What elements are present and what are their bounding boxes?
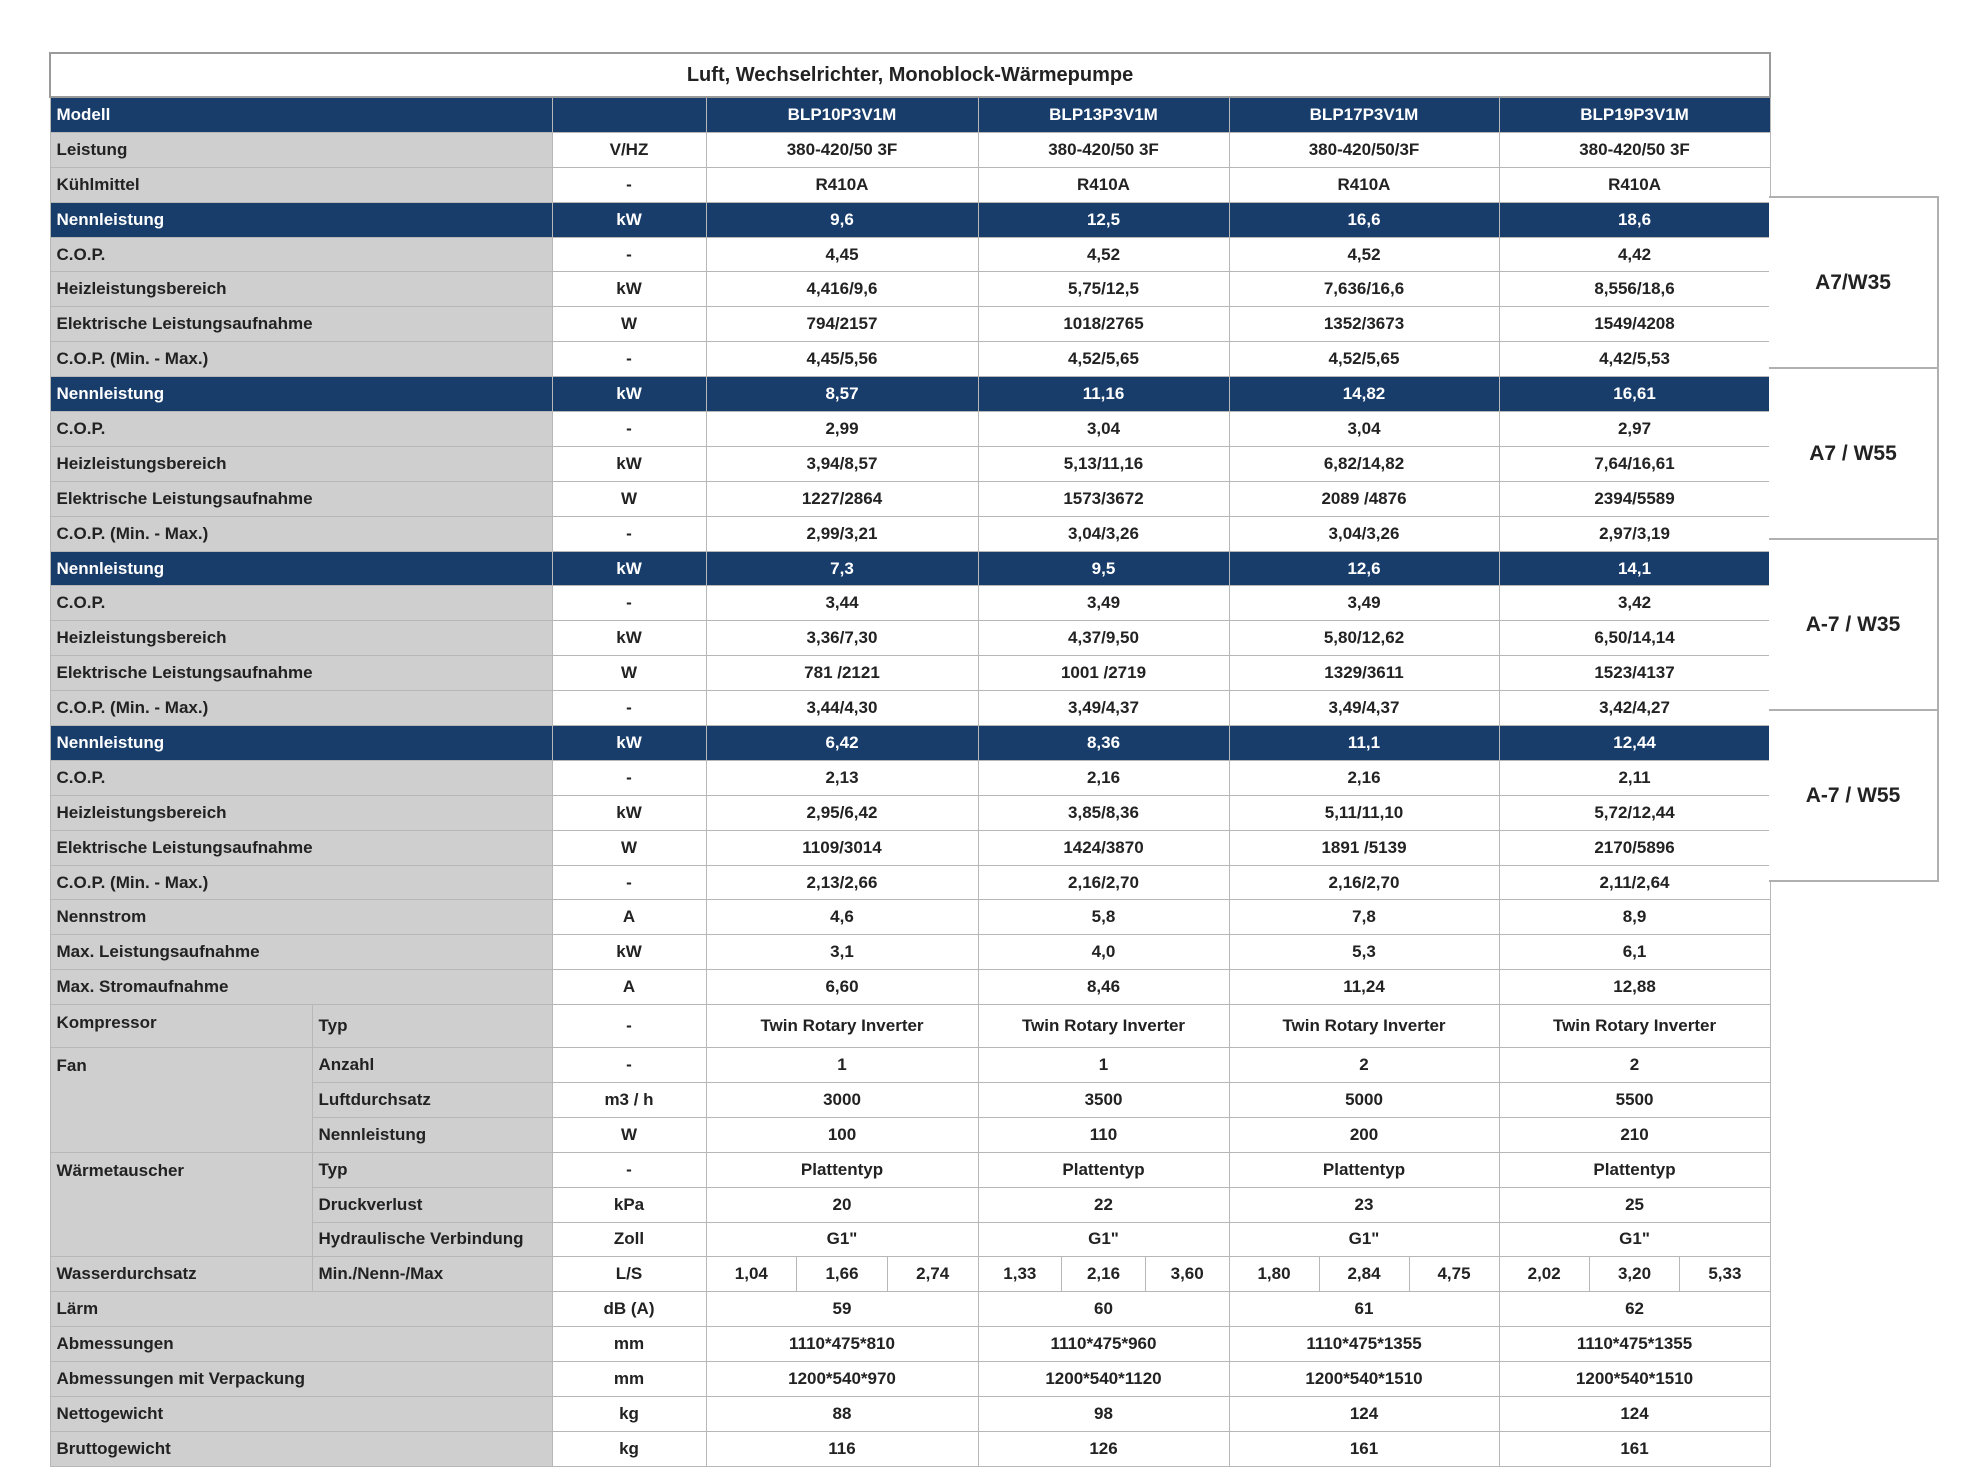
value-cell: 4,52/5,65 bbox=[978, 342, 1229, 377]
row-label: Heizleistungsbereich bbox=[50, 272, 552, 307]
table-row bbox=[50, 1431, 1770, 1466]
value-cell: 124 bbox=[1499, 1396, 1770, 1431]
value-cell: 3500 bbox=[978, 1082, 1229, 1117]
value-cell: 8,57 bbox=[706, 377, 978, 412]
table-row bbox=[50, 307, 1770, 342]
value-cell: G1" bbox=[978, 1222, 1229, 1257]
value-cell: 1891 /5139 bbox=[1229, 830, 1499, 865]
value-cell: 2,99 bbox=[706, 412, 978, 447]
table-row bbox=[50, 377, 1770, 412]
value-cell: 60 bbox=[978, 1292, 1229, 1327]
group-label: Kompressor bbox=[50, 1005, 312, 1048]
value-cell: Plattentyp bbox=[706, 1152, 978, 1187]
value-cell: 4,52 bbox=[1229, 237, 1499, 272]
sub-label: Druckverlust bbox=[312, 1187, 552, 1222]
condition-label: A-7 / W55 bbox=[1769, 709, 1939, 882]
value-cell: 161 bbox=[1229, 1431, 1499, 1466]
water-flow-value: 3,60 bbox=[1170, 1264, 1204, 1284]
row-label: Heizleistungsbereich bbox=[50, 795, 552, 830]
value-cell: 9,6 bbox=[706, 202, 978, 237]
value-cell: 6,50/14,14 bbox=[1499, 621, 1770, 656]
row-label: C.O.P. bbox=[50, 237, 552, 272]
value-cell: 1329/3611 bbox=[1229, 656, 1499, 691]
row-label: Heizleistungsbereich bbox=[50, 621, 552, 656]
row-label: Kühlmittel bbox=[50, 167, 552, 202]
value-cell: 7,3 bbox=[706, 551, 978, 586]
value-cell: 18,6 bbox=[1499, 202, 1770, 237]
value-cell: Plattentyp bbox=[1229, 1152, 1499, 1187]
water-flow-value: 4,75 bbox=[1437, 1264, 1471, 1284]
unit-cell: m3 / h bbox=[552, 1082, 706, 1117]
water-flow-value: 5,33 bbox=[1708, 1264, 1742, 1284]
value-cell: 110 bbox=[978, 1117, 1229, 1152]
value-cell: G1" bbox=[1499, 1222, 1770, 1257]
value-cell: 1110*475*810 bbox=[706, 1327, 978, 1362]
table-row bbox=[50, 900, 1770, 935]
value-cell: 1018/2765 bbox=[978, 307, 1229, 342]
sub-label: Anzahl bbox=[312, 1048, 552, 1083]
table-row bbox=[50, 97, 1770, 132]
water-flow-value: 2,84 bbox=[1319, 1257, 1410, 1291]
value-cell: 2,95/6,42 bbox=[706, 795, 978, 830]
row-label: Abmessungen mit Verpackung bbox=[50, 1362, 552, 1397]
value-cell: 2,13 bbox=[706, 760, 978, 795]
value-cell: 11,24 bbox=[1229, 970, 1499, 1005]
row-label: C.O.P. bbox=[50, 760, 552, 795]
value-cell: 4,45/5,56 bbox=[706, 342, 978, 377]
table-row bbox=[50, 760, 1770, 795]
row-label: Nennleistung bbox=[50, 726, 552, 761]
value-cell: G1" bbox=[1229, 1222, 1499, 1257]
value-cell: 8,46 bbox=[978, 970, 1229, 1005]
spec-sheet bbox=[49, 52, 1769, 1467]
row-label: C.O.P. bbox=[50, 586, 552, 621]
value-cell: 4,37/9,50 bbox=[978, 621, 1229, 656]
row-label: Heizleistungsbereich bbox=[50, 446, 552, 481]
value-cell: 380-420/50 3F bbox=[1499, 132, 1770, 167]
table-row bbox=[50, 1152, 1770, 1187]
value-cell: 2,11 bbox=[1499, 760, 1770, 795]
value-cell: 6,42 bbox=[706, 726, 978, 761]
value-cell: 16,61 bbox=[1499, 377, 1770, 412]
value-cell: 1001 /2719 bbox=[978, 656, 1229, 691]
table-row bbox=[50, 1396, 1770, 1431]
value-cell: 1110*475*1355 bbox=[1229, 1327, 1499, 1362]
value-cell: 126 bbox=[978, 1431, 1229, 1466]
value-cell: 8,556/18,6 bbox=[1499, 272, 1770, 307]
table-row bbox=[50, 1005, 1770, 1048]
value-cell: 1200*540*1120 bbox=[978, 1362, 1229, 1397]
value-cell: Plattentyp bbox=[978, 1152, 1229, 1187]
value-cell: 4,6 bbox=[706, 900, 978, 935]
group-label: Fan bbox=[50, 1048, 312, 1153]
value-cell: 380-420/50 3F bbox=[978, 132, 1229, 167]
model-name: BLP10P3V1M bbox=[706, 97, 978, 132]
water-flow-value: 3,20 bbox=[1589, 1257, 1680, 1291]
row-label: C.O.P. (Min. - Max.) bbox=[50, 342, 552, 377]
value-cell: 5,3 bbox=[1229, 935, 1499, 970]
value-cell: 7,636/16,6 bbox=[1229, 272, 1499, 307]
value-cell: 6,82/14,82 bbox=[1229, 446, 1499, 481]
header-label: Modell bbox=[50, 97, 552, 132]
row-label: Bruttogewicht bbox=[50, 1431, 552, 1466]
unit-cell: kW bbox=[552, 726, 706, 761]
value-cell: 2,16/2,70 bbox=[1229, 865, 1499, 900]
value-cell: 380-420/50 3F bbox=[706, 132, 978, 167]
model-name: BLP19P3V1M bbox=[1499, 97, 1770, 132]
unit-cell: W bbox=[552, 830, 706, 865]
value-cell: 3,1 bbox=[706, 935, 978, 970]
value-cell: 3000 bbox=[706, 1082, 978, 1117]
unit-cell: kg bbox=[552, 1396, 706, 1431]
table-row bbox=[50, 551, 1770, 586]
unit-cell: - bbox=[552, 1048, 706, 1083]
value-cell: G1" bbox=[706, 1222, 978, 1257]
unit-cell: kW bbox=[552, 377, 706, 412]
table-row bbox=[50, 726, 1770, 761]
row-label: C.O.P. bbox=[50, 412, 552, 447]
row-label: Elektrische Leistungsaufnahme bbox=[50, 830, 552, 865]
value-cell: 3,04 bbox=[1229, 412, 1499, 447]
unit-cell: A bbox=[552, 900, 706, 935]
value-cell: R410A bbox=[706, 167, 978, 202]
value-cell: 12,6 bbox=[1229, 551, 1499, 586]
unit-cell: mm bbox=[552, 1327, 706, 1362]
value-cell: 7,64/16,61 bbox=[1499, 446, 1770, 481]
value-cell: 1110*475*1355 bbox=[1499, 1327, 1770, 1362]
row-label: Abmessungen bbox=[50, 1327, 552, 1362]
value-cell: 4,416/9,6 bbox=[706, 272, 978, 307]
value-cell: 2,11/2,64 bbox=[1499, 865, 1770, 900]
value-cell: 3,94/8,57 bbox=[706, 446, 978, 481]
condition-label: A7/W35 bbox=[1769, 196, 1939, 369]
value-cell: 11,1 bbox=[1229, 726, 1499, 761]
value-cell: 11,16 bbox=[978, 377, 1229, 412]
value-cell: 1109/3014 bbox=[706, 830, 978, 865]
water-flow-cell bbox=[1499, 1257, 1770, 1292]
value-cell: 6,60 bbox=[706, 970, 978, 1005]
unit-cell: mm bbox=[552, 1362, 706, 1397]
value-cell: 16,6 bbox=[1229, 202, 1499, 237]
value-cell: 22 bbox=[978, 1187, 1229, 1222]
unit-cell: - bbox=[552, 412, 706, 447]
table-row bbox=[50, 935, 1770, 970]
value-cell: 1110*475*960 bbox=[978, 1327, 1229, 1362]
condition-label: A7 / W55 bbox=[1769, 367, 1939, 540]
water-flow-cell bbox=[1229, 1257, 1499, 1292]
unit-cell: - bbox=[552, 1152, 706, 1187]
value-cell: 59 bbox=[706, 1292, 978, 1327]
unit-cell: - bbox=[552, 237, 706, 272]
unit-cell: W bbox=[552, 656, 706, 691]
row-label: Max. Stromaufnahme bbox=[50, 970, 552, 1005]
value-cell: Twin Rotary Inverter bbox=[1229, 1005, 1499, 1048]
value-cell: 5,13/11,16 bbox=[978, 446, 1229, 481]
unit-cell: - bbox=[552, 342, 706, 377]
value-cell: 5,8 bbox=[978, 900, 1229, 935]
table-row bbox=[50, 1257, 1770, 1292]
value-cell: 88 bbox=[706, 1396, 978, 1431]
value-cell: 3,44 bbox=[706, 586, 978, 621]
value-cell: 8,36 bbox=[978, 726, 1229, 761]
table-row bbox=[50, 621, 1770, 656]
unit-cell: kW bbox=[552, 202, 706, 237]
row-label: Elektrische Leistungsaufnahme bbox=[50, 481, 552, 516]
value-cell: 4,0 bbox=[978, 935, 1229, 970]
value-cell: 1424/3870 bbox=[978, 830, 1229, 865]
unit-cell: - bbox=[552, 760, 706, 795]
unit-cell: kW bbox=[552, 551, 706, 586]
value-cell: 98 bbox=[978, 1396, 1229, 1431]
value-cell: 1200*540*970 bbox=[706, 1362, 978, 1397]
water-flow-values bbox=[979, 1257, 1229, 1291]
value-cell: R410A bbox=[1229, 167, 1499, 202]
value-cell: 1549/4208 bbox=[1499, 307, 1770, 342]
value-cell: 61 bbox=[1229, 1292, 1499, 1327]
value-cell: 2,99/3,21 bbox=[706, 516, 978, 551]
table-row bbox=[50, 272, 1770, 307]
table-row bbox=[50, 237, 1770, 272]
value-cell: 4,52/5,65 bbox=[1229, 342, 1499, 377]
unit-cell: dB (A) bbox=[552, 1292, 706, 1327]
value-cell: Twin Rotary Inverter bbox=[978, 1005, 1229, 1048]
value-cell: Twin Rotary Inverter bbox=[706, 1005, 978, 1048]
value-cell: Plattentyp bbox=[1499, 1152, 1770, 1187]
value-cell: 3,42 bbox=[1499, 586, 1770, 621]
table-title: Luft, Wechselrichter, Monoblock-Wärmepumpe bbox=[50, 53, 1770, 97]
water-flow-value: 2,74 bbox=[916, 1264, 950, 1284]
value-cell: 25 bbox=[1499, 1187, 1770, 1222]
unit-cell: kg bbox=[552, 1431, 706, 1466]
sub-label: Nennleistung bbox=[312, 1117, 552, 1152]
table-row bbox=[50, 446, 1770, 481]
table-row bbox=[50, 795, 1770, 830]
condition-label: A-7 / W35 bbox=[1769, 538, 1939, 711]
value-cell: 2170/5896 bbox=[1499, 830, 1770, 865]
table-row bbox=[50, 202, 1770, 237]
value-cell: 1200*540*1510 bbox=[1499, 1362, 1770, 1397]
unit-cell: kPa bbox=[552, 1187, 706, 1222]
value-cell: R410A bbox=[978, 167, 1229, 202]
value-cell: 2,97/3,19 bbox=[1499, 516, 1770, 551]
value-cell: 116 bbox=[706, 1431, 978, 1466]
value-cell: 2,97 bbox=[1499, 412, 1770, 447]
value-cell: 6,1 bbox=[1499, 935, 1770, 970]
unit-cell: kW bbox=[552, 935, 706, 970]
row-label: Nennstrom bbox=[50, 900, 552, 935]
value-cell: 3,04/3,26 bbox=[1229, 516, 1499, 551]
table-row bbox=[50, 53, 1770, 97]
table-row bbox=[50, 1362, 1770, 1397]
value-cell: 4,42 bbox=[1499, 237, 1770, 272]
value-cell: 2,16 bbox=[978, 760, 1229, 795]
table-row bbox=[50, 656, 1770, 691]
water-flow-values bbox=[707, 1257, 978, 1291]
water-flow-cell bbox=[706, 1257, 978, 1292]
value-cell: R410A bbox=[1499, 167, 1770, 202]
value-cell: 62 bbox=[1499, 1292, 1770, 1327]
table-row bbox=[50, 1292, 1770, 1327]
unit-cell: - bbox=[552, 167, 706, 202]
table-row bbox=[50, 132, 1770, 167]
value-cell: 4,42/5,53 bbox=[1499, 342, 1770, 377]
sub-label: Typ bbox=[312, 1152, 552, 1187]
value-cell: 2089 /4876 bbox=[1229, 481, 1499, 516]
value-cell: 2,13/2,66 bbox=[706, 865, 978, 900]
value-cell: 380-420/50/3F bbox=[1229, 132, 1499, 167]
water-flow-cell bbox=[978, 1257, 1229, 1292]
value-cell: 794/2157 bbox=[706, 307, 978, 342]
value-cell: 3,36/7,30 bbox=[706, 621, 978, 656]
value-cell: 124 bbox=[1229, 1396, 1499, 1431]
value-cell: 23 bbox=[1229, 1187, 1499, 1222]
row-label: Wasserdurchsatz bbox=[50, 1257, 312, 1292]
unit-cell: - bbox=[552, 865, 706, 900]
value-cell: 3,49 bbox=[1229, 586, 1499, 621]
value-cell: 3,85/8,36 bbox=[978, 795, 1229, 830]
unit-cell: L/S bbox=[552, 1257, 706, 1292]
unit-cell: - bbox=[552, 1005, 706, 1048]
unit-cell: kW bbox=[552, 621, 706, 656]
value-cell: 161 bbox=[1499, 1431, 1770, 1466]
row-label: Max. Leistungsaufnahme bbox=[50, 935, 552, 970]
value-cell: 14,1 bbox=[1499, 551, 1770, 586]
unit-cell: kW bbox=[552, 272, 706, 307]
row-label: Lärm bbox=[50, 1292, 552, 1327]
unit-cell: W bbox=[552, 481, 706, 516]
value-cell: 12,44 bbox=[1499, 726, 1770, 761]
table-row bbox=[50, 865, 1770, 900]
value-cell: 1 bbox=[706, 1048, 978, 1083]
value-cell: 200 bbox=[1229, 1117, 1499, 1152]
value-cell: 5000 bbox=[1229, 1082, 1499, 1117]
model-name: BLP13P3V1M bbox=[978, 97, 1229, 132]
unit-cell: kW bbox=[552, 795, 706, 830]
table-row bbox=[50, 167, 1770, 202]
row-label: Leistung bbox=[50, 132, 552, 167]
header-unit bbox=[552, 97, 706, 132]
model-name: BLP17P3V1M bbox=[1229, 97, 1499, 132]
value-cell: 5500 bbox=[1499, 1082, 1770, 1117]
table-row bbox=[50, 586, 1770, 621]
table-row bbox=[50, 342, 1770, 377]
value-cell: 210 bbox=[1499, 1117, 1770, 1152]
value-cell: 100 bbox=[706, 1117, 978, 1152]
sub-label: Luftdurchsatz bbox=[312, 1082, 552, 1117]
value-cell: 4,45 bbox=[706, 237, 978, 272]
unit-cell: kW bbox=[552, 446, 706, 481]
value-cell: 8,9 bbox=[1499, 900, 1770, 935]
unit-cell: - bbox=[552, 691, 706, 726]
water-flow-value: 1,66 bbox=[796, 1257, 888, 1291]
value-cell: 2394/5589 bbox=[1499, 481, 1770, 516]
table-row bbox=[50, 970, 1770, 1005]
value-cell: 2 bbox=[1229, 1048, 1499, 1083]
row-label: Nennleistung bbox=[50, 551, 552, 586]
value-cell: Twin Rotary Inverter bbox=[1499, 1005, 1770, 1048]
water-flow-values bbox=[1500, 1257, 1770, 1291]
unit-cell: Zoll bbox=[552, 1222, 706, 1257]
water-flow-value: 1,33 bbox=[1003, 1264, 1037, 1284]
value-cell: 5,72/12,44 bbox=[1499, 795, 1770, 830]
value-cell: 781 /2121 bbox=[706, 656, 978, 691]
row-label: C.O.P. (Min. - Max.) bbox=[50, 516, 552, 551]
value-cell: 7,8 bbox=[1229, 900, 1499, 935]
row-label: Nettogewicht bbox=[50, 1396, 552, 1431]
value-cell: 9,5 bbox=[978, 551, 1229, 586]
table-row bbox=[50, 830, 1770, 865]
value-cell: 12,5 bbox=[978, 202, 1229, 237]
value-cell: 3,49/4,37 bbox=[1229, 691, 1499, 726]
value-cell: 3,04 bbox=[978, 412, 1229, 447]
table-row bbox=[50, 1327, 1770, 1362]
value-cell: 3,44/4,30 bbox=[706, 691, 978, 726]
spec-table-body bbox=[50, 53, 1770, 1466]
water-flow-values bbox=[1230, 1257, 1499, 1291]
value-cell: 14,82 bbox=[1229, 377, 1499, 412]
value-cell: 1227/2864 bbox=[706, 481, 978, 516]
row-label: Nennleistung bbox=[50, 202, 552, 237]
value-cell: 12,88 bbox=[1499, 970, 1770, 1005]
sub-label: Hydraulische Verbindung bbox=[312, 1222, 552, 1257]
water-flow-value: 1,80 bbox=[1257, 1264, 1291, 1284]
row-label: Elektrische Leistungsaufnahme bbox=[50, 307, 552, 342]
value-cell: 5,11/11,10 bbox=[1229, 795, 1499, 830]
condition-labels bbox=[1769, 196, 1939, 882]
water-flow-value: 1,04 bbox=[734, 1264, 768, 1284]
value-cell: 4,52 bbox=[978, 237, 1229, 272]
water-flow-value: 2,02 bbox=[1527, 1264, 1561, 1284]
value-cell: 20 bbox=[706, 1187, 978, 1222]
value-cell: 1523/4137 bbox=[1499, 656, 1770, 691]
value-cell: 1573/3672 bbox=[978, 481, 1229, 516]
water-flow-value: 2,16 bbox=[1061, 1257, 1146, 1291]
row-label: C.O.P. (Min. - Max.) bbox=[50, 691, 552, 726]
unit-cell: - bbox=[552, 586, 706, 621]
unit-cell: W bbox=[552, 307, 706, 342]
value-cell: 1352/3673 bbox=[1229, 307, 1499, 342]
unit-cell: - bbox=[552, 516, 706, 551]
table-row bbox=[50, 481, 1770, 516]
row-label: Elektrische Leistungsaufnahme bbox=[50, 656, 552, 691]
value-cell: 3,49 bbox=[978, 586, 1229, 621]
group-label: Wärmetauscher bbox=[50, 1152, 312, 1257]
sub-label: Min./Nenn-/Max bbox=[312, 1257, 552, 1292]
value-cell: 1 bbox=[978, 1048, 1229, 1083]
spec-table bbox=[49, 52, 1771, 1467]
value-cell: 5,75/12,5 bbox=[978, 272, 1229, 307]
row-label: Nennleistung bbox=[50, 377, 552, 412]
unit-cell: A bbox=[552, 970, 706, 1005]
value-cell: 3,49/4,37 bbox=[978, 691, 1229, 726]
value-cell: 2 bbox=[1499, 1048, 1770, 1083]
value-cell: 5,80/12,62 bbox=[1229, 621, 1499, 656]
table-row bbox=[50, 412, 1770, 447]
table-row bbox=[50, 1048, 1770, 1083]
table-row bbox=[50, 691, 1770, 726]
row-label: C.O.P. (Min. - Max.) bbox=[50, 865, 552, 900]
unit-cell: V/HZ bbox=[552, 132, 706, 167]
unit-cell: W bbox=[552, 1117, 706, 1152]
sub-label: Typ bbox=[312, 1005, 552, 1048]
value-cell: 1200*540*1510 bbox=[1229, 1362, 1499, 1397]
value-cell: 2,16 bbox=[1229, 760, 1499, 795]
value-cell: 3,04/3,26 bbox=[978, 516, 1229, 551]
table-row bbox=[50, 516, 1770, 551]
value-cell: 2,16/2,70 bbox=[978, 865, 1229, 900]
value-cell: 3,42/4,27 bbox=[1499, 691, 1770, 726]
